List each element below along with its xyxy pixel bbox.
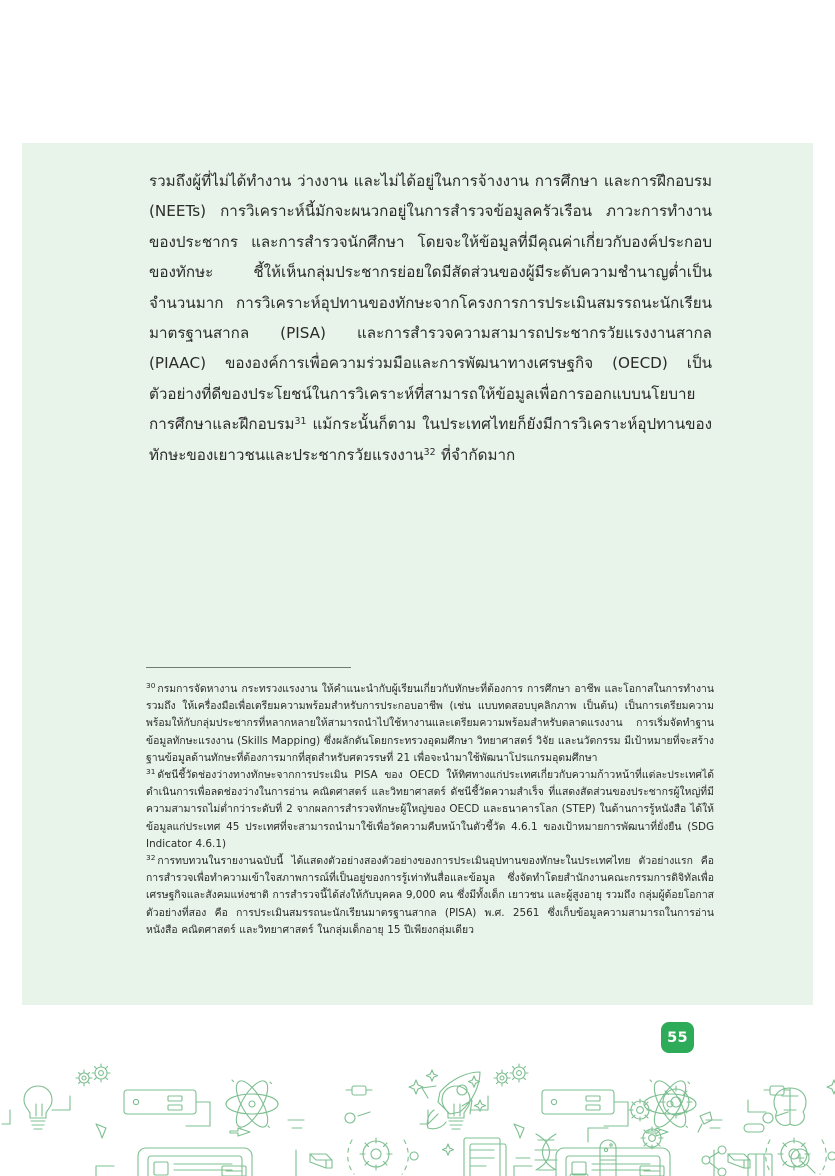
footnote-text: ดัชนีชี้วัดช่องว่างทางทักษะจากการประเมิน PISA ของ OECD ให้ทิศทางแก่ประเทศเกี่ยวกับความก้าวหน้าที่แต่ละประเทศได้ดำเนินการเพื่อลดช่องว่างในการอ่าน คณิตศาสตร์ และวิทยาศาสตร์ ดัชนีชี้วัดความสำเร็จ ที่แสดงสัดส่วนของประชากรผู้ใหญ่ที่มีความสามารถไม่ต่ำกว่าระดับที่ 2 จากผลการสำรวจทักษะผู้ใหญ่ของ OECD และธนาคารโลก (STEP) ในด้านการรู้หนังสือ ได้ให้ข้อมูลแก่ประเทศ 45 ประเทศที่จะสามารถนำมาใช้เพื่อวัดความคืบหน้าในตัวชี้วัด 4.6.1 ของเป้าหมายการพัฒนาที่ยั่งยืน (SDG Indicator 4.6.1) [146, 769, 714, 850]
stem-line-art-icon [0, 1062, 835, 1176]
body-text-part-1: รวมถึงผู้ที่ไม่ได้ทำงาน ว่างงาน และไม่ได้อยู่ในการจ้างงาน การศึกษา และการฝึกอบรม (NEETs) การวิเคราะห์นี้มักจะผนวกอยู่ในการสำรวจข้อมูลครัวเรือน ภาวะการทำงานของประชากร และการสำรวจนักศึกษา โดยจะให้ข้อมูลที่มีคุณค่าเกี่ยวกับองค์ประกอบของทักษะ ชี้ให้เห็นกลุ่มประชากรย่อยใดมีสัดส่วนของผู้มีระดับความชำนาญต่ำเป็นจำนวนมาก การวิเคราะห์อุปทานของทักษะจากโครงการการประเมินสมรรถนะนักเรียนมาตรฐานสากล (PISA) และการสำรวจความสามารถประชากรวัยแรงงานสากล (PIAAC) ขององค์การเพื่อความร่วมมือและการพัฒนาทางเศรษฐกิจ (OECD) เป็นตัวอย่างที่ดีของประโยชน์ในการวิเคราะห์ที่สามารถให้ข้อมูลเพื่อการออกแบบนโยบายการศึกษาและฝึกอบรม [149, 172, 712, 434]
body-paragraph-text [149, 166, 712, 470]
body-paragraph [149, 166, 712, 470]
body-text-part-2: แม้กระนั้นก็ตาม ในประเทศไทยก็ยังมีการวิเคราะห์อุปทานของทักษะของเยาวชนและประชากรวัยแรงงาน [149, 415, 712, 464]
content-panel [22, 143, 813, 1005]
footnote-text: กรมการจัดหางาน กระทรวงแรงงาน ให้คำแนะนำกับผู้เรียนเกี่ยวกับทักษะที่ต้องการ การศึกษา อาชีพ และโอกาสในการทำงาน รวมถึง ให้เครื่องมือเพื่อเตรียมความพร้อมสำหรับการประกอบอาชีพ (เช่น แบบทดสอบบุคลิกภาพ เป็นต้น) เป็นการเตรียมความพร้อมให้กับกลุ่มประชากรที่หลากหลายให้สามารถนำไปใช้หางานและเตรียมความพร้อมสำหรับตลาดแรงงาน การเริ่มจัดทำฐานข้อมูลทักษะแรงงาน (Skills Mapping) ซึ่งผลักดันโดยกระทรวงอุดมศึกษา วิทยาศาสตร์ วิจัย และนวัตกรรม มีเป้าหมายที่จะสร้างฐานข้อมูลด้านทักษะที่ต้องการมากที่สุดสำหรับศตวรรษที่ 21 เพื่อจะนำมาใช้พัฒนาโปรแกรมอุดมศึกษา [146, 683, 714, 764]
footnote-number: 31 [146, 766, 156, 776]
footnote-text: การทบทวนในรายงานฉบับนี้ ได้แสดงตัวอย่างสองตัวอย่างของการประเมินอุปทานของทักษะในประเทศไทย ตัวอย่างแรก คือ การสำรวจเพื่อทำความเข้าใจสภาพการณ์ที่เป็นอยู่ของการรู้เท่าทันสื่อและข้อมูล ซึ่งจัดทำโดยสำนักงานคณะกรรมการดิจิทัลเพื่อเศรษฐกิจและสังคมแห่งชาติ การสำรวจนี้ได้ส่งให้กับบุคคล 9,000 คน ซึ่งมีทั้งเด็ก เยาวชน และผู้สูงอายุ รวมถึง กลุ่มผู้ด้อยโอกาส ตัวอย่างที่สอง คือ การประเมินสมรรถนะนักเรียนมาตรฐานสากล (PISA) พ.ศ. 2561 ซึ่งเก็บข้อมูลความสามารถในการอ่านหนังสือ คณิตศาสตร์ และวิทยาศาสตร์ ในกลุ่มเด็กอายุ 15 ปีเพียงกลุ่มเดียว [146, 855, 714, 936]
footnote-ref-32[interactable]: 32 [423, 446, 436, 458]
footnote-item [146, 681, 714, 767]
footnote-number: 32 [146, 852, 156, 862]
footnote-item [146, 767, 714, 853]
body-text-part-3: ที่จำกัดมาก [435, 445, 516, 464]
footnote-number: 30 [146, 680, 156, 690]
footnote-ref-31[interactable]: 31 [294, 416, 307, 428]
footnotes-section [146, 667, 714, 939]
footnote-item [146, 853, 714, 939]
footnote-separator [146, 667, 351, 668]
footer-decoration [0, 1062, 835, 1176]
page-number-badge: 55 [661, 1022, 694, 1053]
